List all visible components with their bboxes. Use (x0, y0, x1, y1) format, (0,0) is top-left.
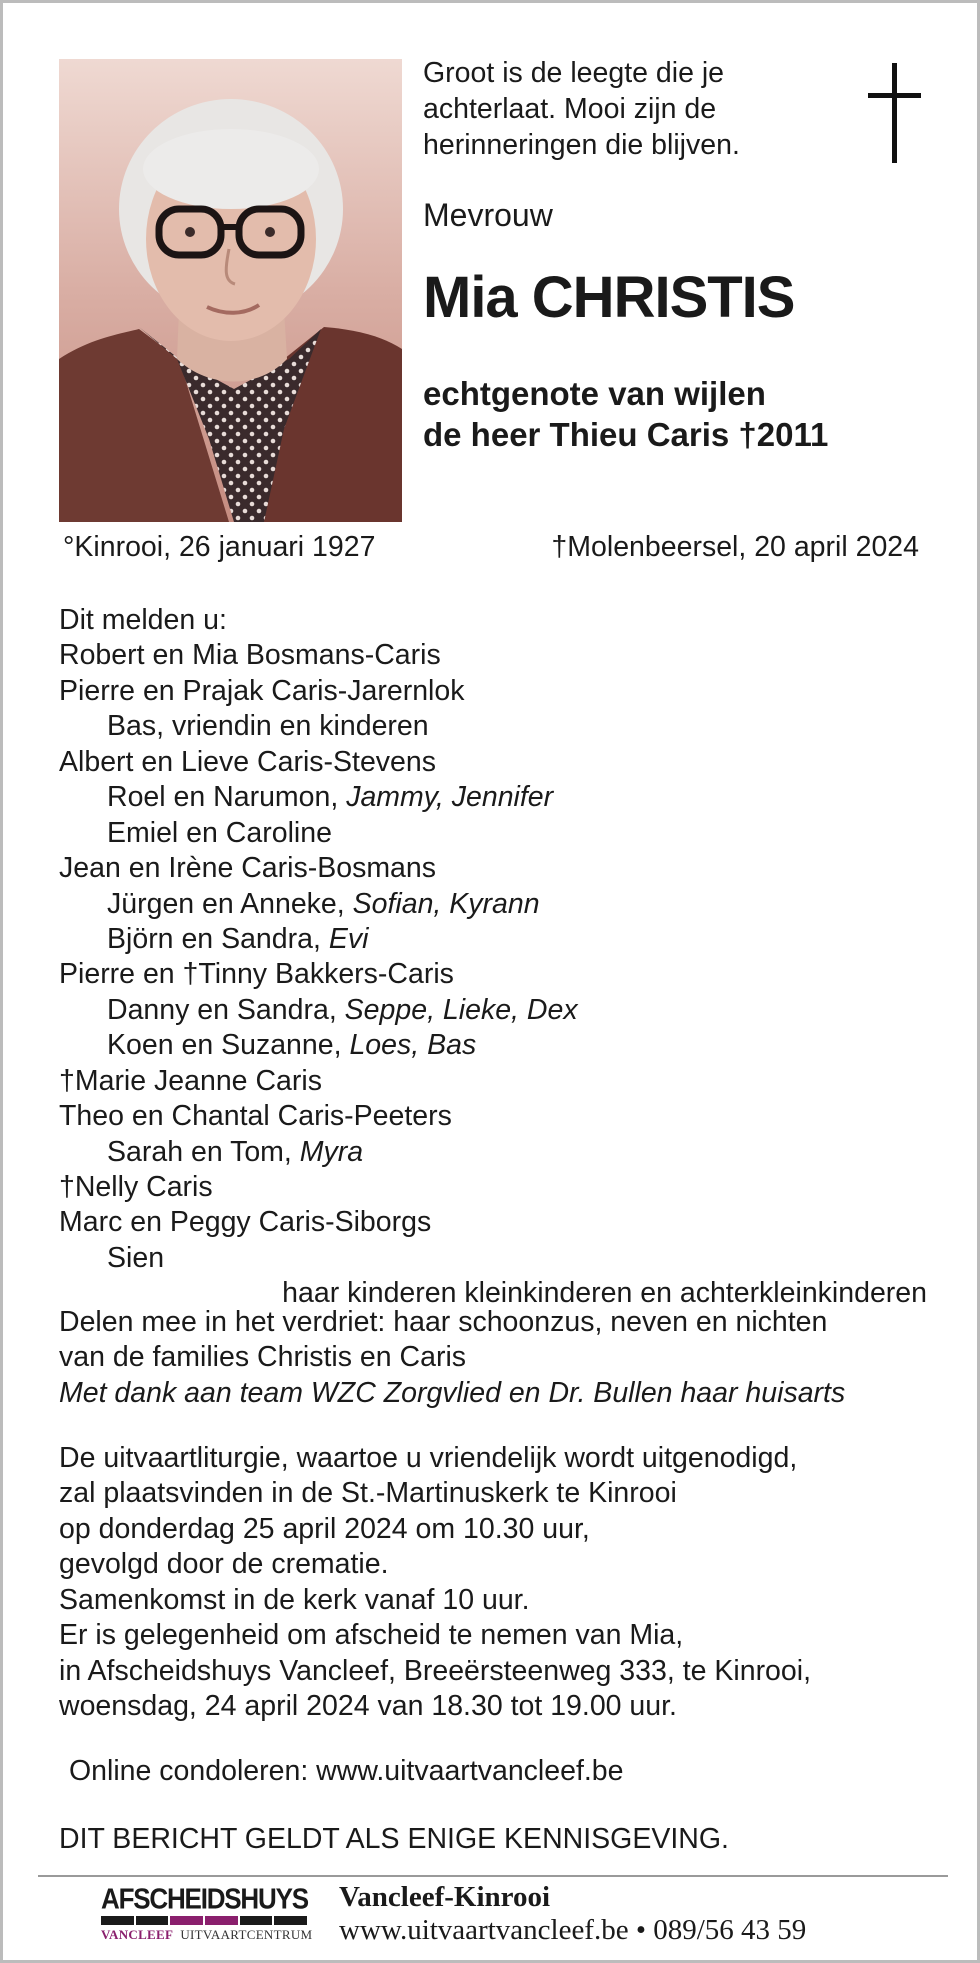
funeral-home-contact[interactable]: www.uitvaartvancleef.be • 089/56 43 59 (339, 1914, 807, 1946)
quote-line: achterlaat. Mooi zijn de (423, 93, 717, 125)
portrait-photo (59, 59, 402, 522)
family-line-text: Jürgen en Anneke, (107, 887, 353, 920)
ceremony-details (59, 1441, 939, 1725)
family-line (59, 709, 929, 744)
logo-title: AFSCHEIDSHUYS (101, 1881, 308, 1915)
ceremony-line: gevolgd door de crematie. (59, 1548, 389, 1581)
family-line (59, 745, 929, 780)
family-line (59, 816, 929, 851)
family-list (59, 603, 929, 1312)
spouse-line: de heer Thieu Caris †2011 (423, 416, 829, 453)
deceased-name: Mia CHRISTIS (423, 265, 795, 330)
family-line-children: Seppe, Lieke, Dex (344, 993, 578, 1026)
funeral-home-logo (101, 1881, 313, 1947)
family-line-children: Evi (328, 922, 369, 955)
family-line (59, 1099, 929, 1134)
ceremony-line: op donderdag 25 april 2024 om 10.30 uur, (59, 1512, 590, 1545)
ceremony-line: De uitvaartliturgie, waartoe u vriendelijk wordt uitgenodigd, (59, 1442, 798, 1474)
family-line-text: Koen en Suzanne, (107, 1029, 350, 1062)
family-line-text: Björn en Sandra, (107, 922, 329, 955)
logo-bar-segment (205, 1916, 238, 1925)
thanks-line: Met dank aan team WZC Zorgvlied en Dr. Bullen haar huisarts (59, 1376, 846, 1409)
family-line (59, 674, 929, 709)
family-line-text: Theo en Chantal Caris-Peeters (59, 1100, 452, 1133)
sharing-line: van de families Christis en Caris (59, 1341, 467, 1374)
memorial-quote (423, 55, 823, 163)
death-info: †Molenbeersel, 20 april 2024 (551, 531, 919, 563)
family-line (59, 1241, 929, 1276)
family-line (59, 851, 929, 886)
logo-sub-right: UITVAARTCENTRUM (180, 1927, 313, 1942)
condolence-sharing (59, 1305, 939, 1411)
family-line-children: Myra (299, 1135, 364, 1168)
footer-divider (38, 1875, 948, 1877)
family-line (59, 1135, 929, 1170)
spouse-line: echtgenote van wijlen (423, 375, 766, 412)
family-line-text: haar kinderen kleinkinderen en achterkleinkinderen (282, 1277, 927, 1310)
family-line-text: Robert en Mia Bosmans-Caris (59, 639, 441, 672)
family-line-text: Pierre en Prajak Caris-Jarernlok (59, 674, 465, 707)
portrait-illustration (59, 59, 402, 522)
spouse-info (423, 373, 828, 455)
logo-bar-segment (274, 1916, 307, 1925)
family-line-text: Sien (107, 1241, 165, 1274)
logo-bar-segment (170, 1916, 203, 1925)
family-line (59, 993, 929, 1028)
online-condolence-link[interactable]: Online condoleren: www.uitvaartvancleef.be (69, 1755, 624, 1787)
family-line (59, 1170, 929, 1205)
family-line-text: †Nelly Caris (59, 1171, 213, 1203)
ceremony-line: Er is gelegenheid om afscheid te nemen van Mia, (59, 1619, 684, 1652)
family-line (59, 957, 929, 992)
family-line (59, 603, 929, 638)
family-line (59, 780, 929, 815)
family-line-text: Marc en Peggy Caris-Siborgs (59, 1206, 432, 1239)
logo-bar-segment (136, 1916, 169, 1925)
logo-bars (101, 1916, 307, 1925)
ceremony-line: woensdag, 24 april 2024 van 18.30 tot 19.00 uur. (59, 1690, 677, 1723)
family-line (59, 1064, 929, 1099)
family-line-text: Bas, vriendin en kinderen (107, 710, 429, 743)
quote-line: herinneringen die blijven. (423, 129, 740, 161)
family-line (59, 922, 929, 957)
family-line-children: Loes, Bas (349, 1029, 477, 1062)
birth-info: °Kinrooi, 26 januari 1927 (63, 531, 376, 563)
family-line-text: Sarah en Tom, (107, 1135, 300, 1168)
logo-sub-left: VANCLEEF (101, 1927, 174, 1942)
family-line-text: Dit melden u: (59, 604, 227, 636)
family-line-text: Danny en Sandra, (107, 993, 345, 1026)
official-notice: DIT BERICHT GELDT ALS ENIGE KENNISGEVING. (59, 1823, 729, 1855)
quote-line: Groot is de leegte die je (423, 57, 725, 89)
ceremony-line: Samenkomst in de kerk vanaf 10 uur. (59, 1583, 530, 1616)
family-line-children: Jammy, Jennifer (346, 781, 554, 814)
family-line (59, 638, 929, 673)
family-line-text: Albert en Lieve Caris-Stevens (59, 745, 437, 778)
logo-subtitle (101, 1927, 313, 1943)
latin-cross-icon (865, 63, 925, 163)
family-line-text: Roel en Narumon, (107, 781, 347, 814)
family-line (59, 887, 929, 922)
ceremony-line: in Afscheidshuys Vancleef, Breeërsteenweg 333, te Kinrooi, (59, 1654, 812, 1687)
family-line-text: Emiel en Caroline (107, 816, 332, 849)
honorific: Mevrouw (423, 197, 553, 233)
logo-bar-segment (101, 1916, 134, 1925)
family-line-text: Jean en Irène Caris-Bosmans (59, 852, 437, 885)
ceremony-line: zal plaatsvinden in de St.-Martinuskerk te Kinrooi (59, 1477, 677, 1510)
logo-bar-segment (240, 1916, 273, 1925)
sharing-line: Delen mee in het verdriet: haar schoonzus, neven en nichten (59, 1306, 828, 1338)
family-line (59, 1205, 929, 1240)
family-line (59, 1028, 929, 1063)
family-line-children: Sofian, Kyrann (352, 887, 540, 920)
family-line-text: Pierre en †Tinny Bakkers-Caris (59, 958, 454, 991)
family-line-text: †Marie Jeanne Caris (59, 1064, 322, 1097)
funeral-home-name: Vancleef-Kinrooi (339, 1881, 551, 1913)
